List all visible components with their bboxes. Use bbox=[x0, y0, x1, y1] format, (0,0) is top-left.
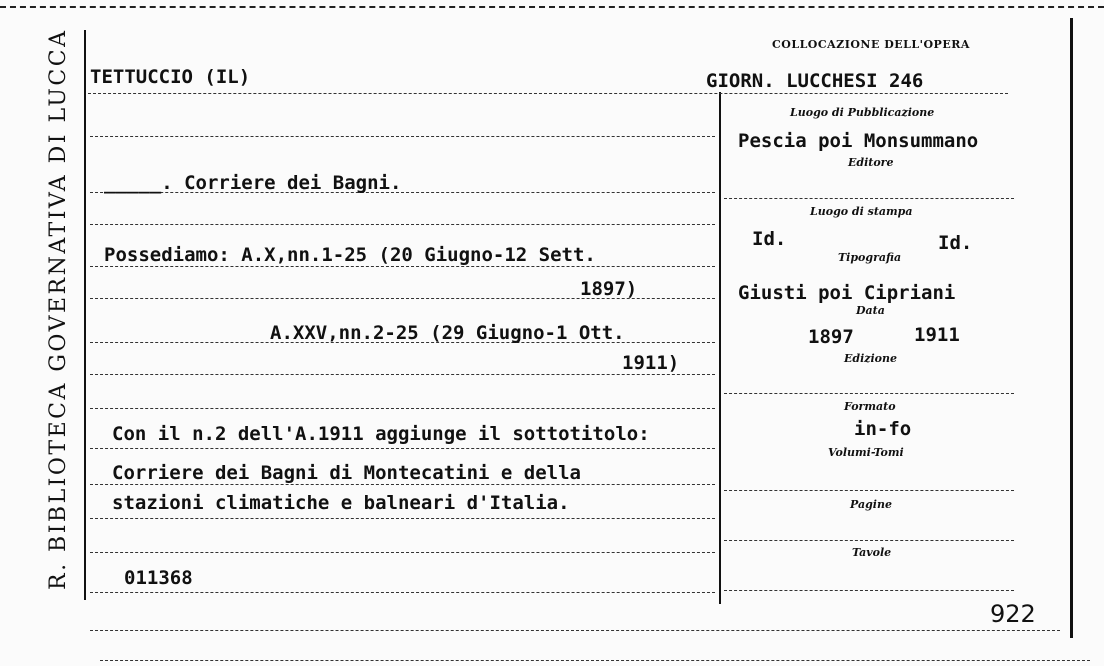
holdings-line-3: A.XXV,nn.2-25 (29 Giugno-1 Ott. bbox=[270, 322, 625, 344]
volumi-rule bbox=[724, 490, 1014, 491]
editore-rule bbox=[724, 198, 1014, 199]
tipografia-value: Giusti poi Cipriani bbox=[738, 282, 956, 304]
volumi-label: Volumi-Tomi bbox=[828, 446, 904, 459]
right-margin-rule bbox=[1070, 18, 1073, 638]
periodical-title: _____. Corriere dei Bagni. bbox=[104, 172, 402, 194]
data-to: 1911 bbox=[914, 324, 960, 346]
tavole-label: Tavole bbox=[852, 546, 892, 559]
note-line-3: stazioni climatiche e balneari d'Italia. bbox=[112, 492, 570, 514]
luogo-pubblicazione-value: Pescia poi Monsummano bbox=[738, 130, 979, 152]
rule-11 bbox=[90, 518, 715, 519]
author-heading: TETTUCCIO (IL) bbox=[90, 66, 251, 88]
inventory-number: 011368 bbox=[124, 567, 193, 589]
formato-value: in-fo bbox=[854, 418, 912, 440]
luogo-stampa-left: Id. bbox=[752, 228, 787, 250]
tavole-rule bbox=[724, 590, 1014, 591]
rule-1 bbox=[90, 136, 715, 137]
library-name: R. BIBLIOTECA GOVERNATIVA DI LUCCA bbox=[46, 28, 71, 590]
rule-9 bbox=[90, 448, 715, 449]
data-label: Data bbox=[856, 304, 885, 317]
rule-7 bbox=[90, 374, 715, 375]
editore-label: Editore bbox=[848, 156, 894, 169]
data-from: 1897 bbox=[808, 326, 854, 348]
edizione-label: Edizione bbox=[844, 352, 898, 365]
rule-13 bbox=[90, 592, 715, 593]
luogo-pubblicazione-label: Luogo di Pubblicazione bbox=[790, 106, 935, 119]
left-margin-rule bbox=[84, 30, 86, 600]
collocazione-label: COLLOCAZIONE DELL'OPERA bbox=[772, 38, 970, 51]
column-divider bbox=[719, 92, 721, 604]
rule-10 bbox=[90, 484, 715, 485]
holdings-line-4: 1911) bbox=[622, 352, 680, 374]
note-line-2: Corriere dei Bagni di Montecatini e della bbox=[112, 462, 581, 484]
header-rule bbox=[88, 93, 1008, 94]
luogo-stampa-label: Luogo di stampa bbox=[810, 205, 913, 218]
corner-number: 922 bbox=[990, 600, 1036, 628]
rule-3 bbox=[90, 224, 715, 225]
tipografia-label: Tipografia bbox=[838, 251, 902, 264]
pagine-rule bbox=[724, 540, 1014, 541]
note-line-1: Con il n.2 dell'A.1911 aggiunge il sottotitolo: bbox=[112, 423, 650, 445]
holdings-line-2: 1897) bbox=[580, 278, 638, 300]
bottom-edge bbox=[100, 660, 1090, 661]
edizione-rule bbox=[724, 393, 1014, 394]
formato-label: Formato bbox=[844, 400, 896, 413]
shelfmark: GIORN. LUCCHESI 246 bbox=[706, 70, 924, 92]
rule-4 bbox=[90, 266, 715, 267]
top-edge bbox=[0, 6, 1104, 8]
rule-8 bbox=[90, 408, 715, 409]
luogo-stampa-right: Id. bbox=[938, 232, 973, 254]
holdings-line-1: Possediamo: A.X,nn.1-25 (20 Giugno-12 Sett. bbox=[104, 244, 596, 266]
pagine-label: Pagine bbox=[850, 498, 892, 511]
rule-12 bbox=[90, 552, 715, 553]
bottom-rule bbox=[90, 630, 1060, 631]
